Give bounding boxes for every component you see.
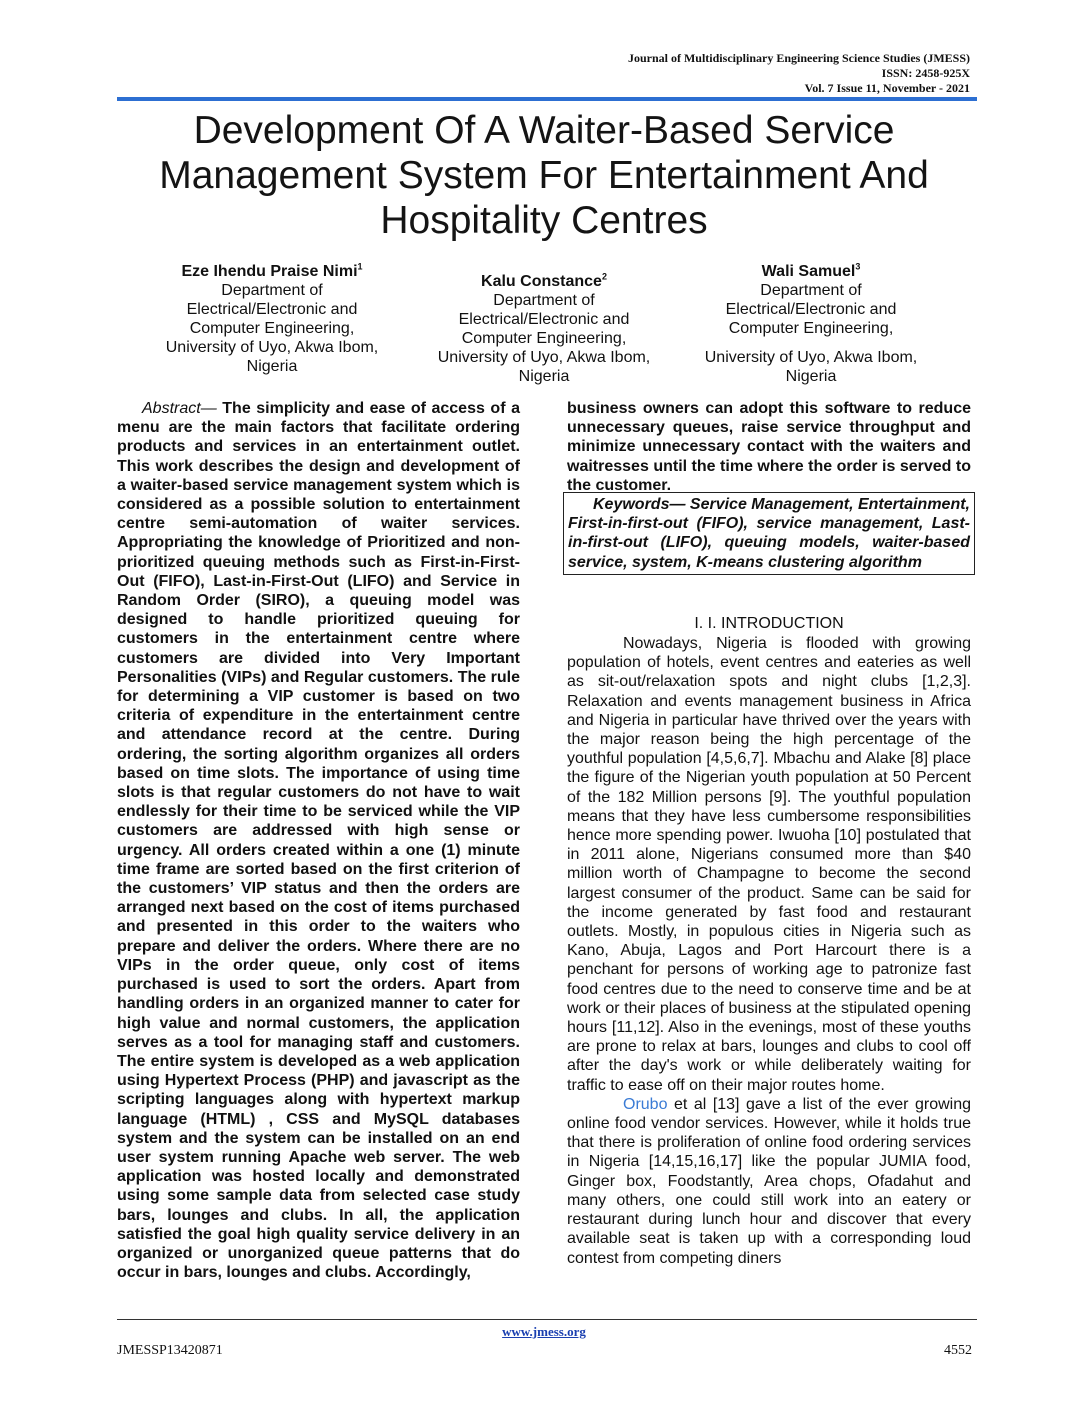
journal-name: Journal of Multidisciplinary Engineering Science Studies (JMESS) — [627, 51, 970, 65]
paper-id: JMESSP13420871 — [117, 1343, 223, 1358]
abstract — [117, 399, 520, 1282]
abstract-continued: business owners can adopt this software to reduce unnecessary queues, raise service throughput and minimize unnecessary contact with the waiters and waitresses until the time where the order is served to the customer. — [567, 400, 971, 494]
footer-rule — [117, 1319, 977, 1320]
abstract-text: The simplicity and ease of access of a menu are the main factors that facilitate ordering products and services in an entertainment outlet. This work describes the design and development of a waiter-based service management system which is considered as a possible solution to entertainment centre semi-automation of waiter services. Appropriating the knowledge of Prioritized and non-prioritized queuing methods such as First-in-First-Out (FIFO), Last-in-First-Out (LIFO) and Service in Random Order (SIRO), a queuing model was designed to handle prioritized queuing for customers in the entertainment centre where customers are divided into Very Important Personalities (VIPs) and Regular customers. The rule for determining a VIP customer is based on two criteria of expenditure in the entertainment centre and attendance record at the centre. During ordering, the sorting algorithm organizes all orders based on time slots. The importance of using time slots is that regular customers do not have to wait endlessly for their time to be serviced while the VIP customers are addressed with high sense or urgency. All orders created within a one (1) minute time frame are sorted based on the first criterion of the customers’ VIP status and then the orders are arranged next based on the cost of items purchased and presented in this order to the waiters who prepare and deliver the orders. Where there are no VIPs in the order queue, only cost of items purchased is used to sort the orders. Apart from handling orders in an organized manner to cater for high value and normal customers, the application serves as a tool for managing staff and customers. The entire system is developed as a web application using Hypertext Process (PHP) and javascript as the scripting languages along with hypertext markup language (HTML) , CSS and MySQL databases system and the system can be installed on an end user system running Apache web server. The web application was hosted locally and demonstrated using some sample data from selected case study bars, lounges and clubs. In all, the application satisfied the goal high quality service delivery in an organized or unorganized queue patterns that do occur in bars, lounges and clubs. Accordingly, — [117, 400, 520, 1282]
journal-url-link[interactable]: www.jmess.org — [502, 1324, 586, 1339]
author-1-affiliation: Department of Electrical/Electronic and Computer Engineering, University of Uyo, Akwa Ibom, Nigeria — [165, 282, 379, 375]
citation-link[interactable]: Orubo — [623, 1095, 668, 1113]
intro-paragraph-2: Orubo et al [13] gave a list of the ever growing online food vendor services. However, while it holds true that there is proliferation of online food ordering services in Nigeria [14,15,16,17] like the popular JUMIA food, Ginger box, Foodstantly, Area chops, Ofadahut and many others, one could still work into an eatery or restaurant during lunch hour and discover that every available seat is taken up with a corresponding loud contest from competing diners — [567, 1095, 971, 1267]
keywords-box: Keywords— Service Management, Entertainment, First-in-first-out (FIFO), service management, Last-in-first-out (LIFO), queuing models, waiter-based service, system, K-means clustering algorithm — [563, 492, 975, 575]
abstract-label: Abstract— — [142, 400, 217, 417]
author-1 — [137, 262, 407, 376]
author-3-affiliation: Department of Electrical/Electronic and Computer Engineering, University of Uyo, Akwa Ibom, Nigeria — [704, 282, 918, 385]
intro-paragraph-1: Nowadays, Nigeria is flooded with growing population of hotels, event centres and eateries as well as sit-out/relaxation spots and night clubs [1,2,3]. Relaxation and events management business in Africa and Nigeria in particular have thrived over the years with the major reason being the high percentage of the youthful population [4,5,6,7]. Mbachu and Alake [8] place the figure of the Nigerian youth population at 50 Percent of the 182 Million persons [9]. The youthful population means that they have less cumbersome responsibilities hence more spending power. Iwuoha [10] postulated that in 2011 alone, Nigerians consumed more than $40 million worth of Champagne to become the second largest consumer of the product. Same can be said for the income generated by fast food and restaurant outlets. Mostly, in populous cities in Nigeria such as Kano, Abuja, Lagos and Port Harcourt there is a penchant for persons of working age to patronize fast food centres due to the need to conserve time and be at work or their places of business at the stipulated opening hours [11,12]. Also in the evenings, most of these youths are prone to relax at bars, lounges and clubs to cool off after the day's work or while deliberately waiting for traffic to ease off on their major routes home. — [567, 635, 971, 1094]
author-2 — [409, 272, 679, 386]
author-1-name: Eze Ihendu Praise Nimi$^1$ — [181, 261, 363, 280]
introduction — [567, 634, 971, 1268]
journal-volume: Vol. 7 Issue 11, November - 2021 — [804, 81, 970, 95]
header-rule — [117, 97, 977, 101]
journal-header — [628, 51, 970, 96]
section-heading: I. I. INTRODUCTION — [694, 615, 844, 632]
paper-title: Development Of A Waiter-Based Service Management System For Entertainment And Hospitality Centres — [159, 109, 929, 242]
author-2-name: Kalu Constance$^2$ — [481, 271, 607, 290]
author-2-affiliation: Department of Electrical/Electronic and Computer Engineering, University of Uyo, Akwa Ibom, Nigeria — [437, 292, 651, 385]
page-number: 4552 — [944, 1343, 972, 1358]
author-3 — [676, 262, 946, 386]
author-3-name: Wali Samuel$^3$ — [761, 261, 861, 280]
journal-issn: ISSN: 2458-925X — [881, 66, 970, 80]
